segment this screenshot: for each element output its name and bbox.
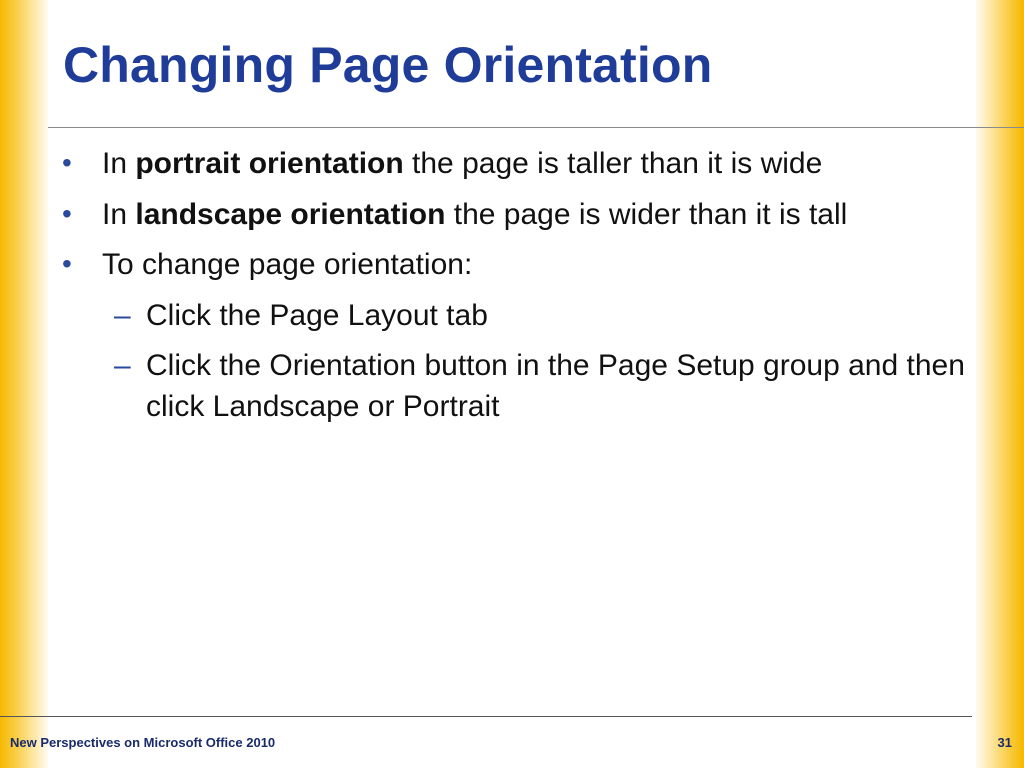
right-accent-bar: [976, 0, 1024, 768]
bullet-text-suffix: the page is wider than it is tall: [445, 197, 848, 231]
subitem-text: Click the Orientation button in the Page Setup group and then click Landscape or Portrait: [146, 349, 965, 423]
bullet-dot-icon: •: [62, 147, 72, 178]
bullet-term-landscape: landscape orientation: [135, 197, 446, 231]
bullet-text-suffix: the page is taller than it is wide: [403, 147, 823, 180]
bullet-dot-icon: •: [62, 197, 72, 229]
footer-divider: [0, 716, 972, 717]
dash-icon: –: [114, 298, 131, 332]
bullet-term-portrait: portrait orientation: [135, 147, 404, 180]
dash-icon: –: [114, 349, 131, 382]
left-accent-bar: [0, 0, 48, 768]
bullet-text: To change page orientation:: [102, 248, 473, 281]
subitem-text: Click the Page Layout tab: [146, 298, 488, 332]
bullet-landscape: [62, 195, 972, 236]
title-divider: [48, 127, 1024, 128]
subitem-orientation-button: [62, 346, 972, 427]
bullet-change-orientation: [62, 245, 972, 286]
subitem-page-layout-tab: [62, 296, 972, 337]
page-number: 31: [997, 735, 1012, 750]
footer-text: New Perspectives on Microsoft Office 2010: [10, 735, 276, 750]
bullet-text-prefix: In: [102, 147, 136, 180]
bullet-dot-icon: •: [62, 248, 72, 279]
bullet-portrait: [62, 144, 972, 185]
slide-content: [62, 144, 972, 437]
slide-title: Changing Page Orientation: [63, 37, 713, 93]
bullet-text-prefix: In: [102, 197, 136, 231]
